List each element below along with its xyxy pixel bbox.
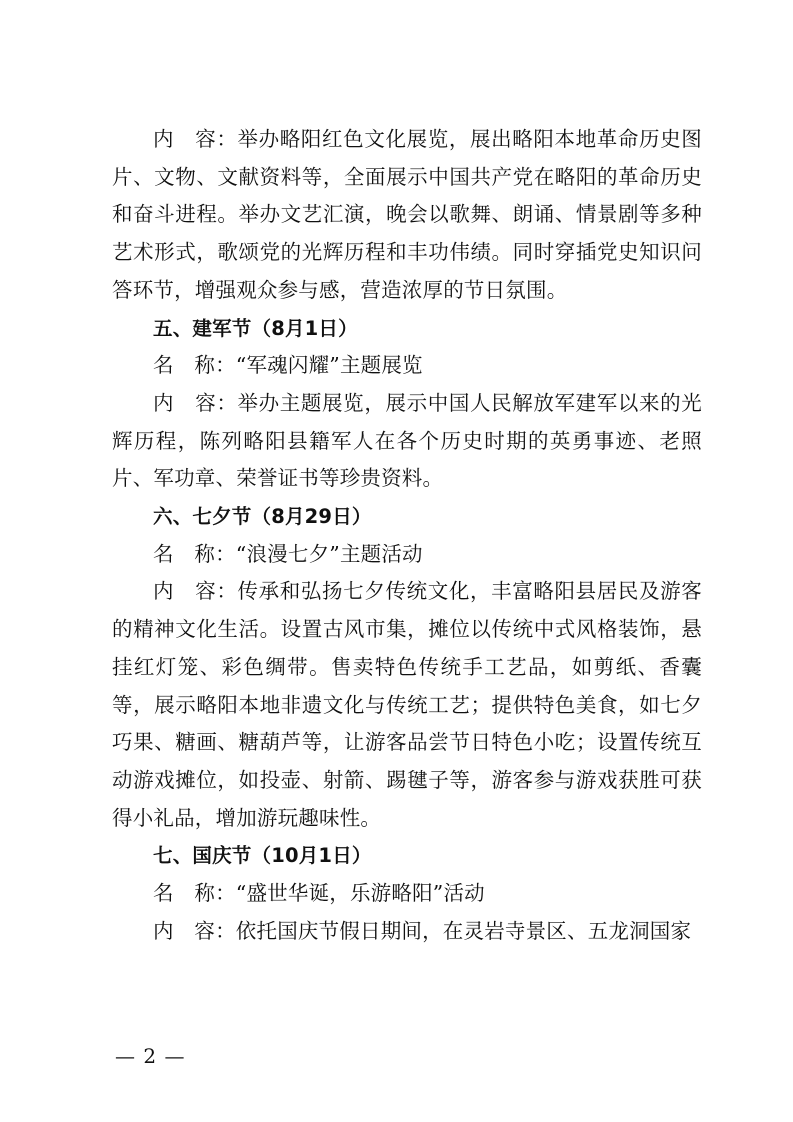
paragraph-content-red-culture: 内 容：举办略阳红色文化展览，展出略阳本地革命历史图片、文物、文献资料等，全面展示中国共产党在略阳的革命历史和奋斗进程。举办文艺汇演，晚会以歌舞、朗诵、情景剧等多种艺术形式，歌颂党的光辉历程和丰功伟绩。同时穿插党史知识问答环节，增强观众参与感，营造浓厚的节日氛围。 (112, 127, 702, 302)
section-heading-army-day: 五、建军节（8月1日） (153, 316, 358, 340)
document-body (112, 121, 702, 950)
paragraph-name-national-day: 名 称：“盛世华诞，乐游略阳”活动 (153, 881, 485, 906)
paragraph-content-national-day: 内 容：依托国庆节假日期间，在灵岩寺景区、五龙洞国家 (153, 918, 692, 943)
paragraph-content-army-day: 内 容：举办主题展览，展示中国人民解放军建军以来的光辉历程，陈列略阳县籍军人在各个历史时期的英勇事迹、老照片、军功章、荣誉证书等珍贵资料。 (112, 390, 702, 491)
paragraph-name-army-day: 名 称：“军魂闪耀”主题展览 (153, 353, 423, 378)
section-heading-national-day: 七、国庆节（10月1日） (153, 844, 372, 868)
paragraph-name-qixi: 名 称：“浪漫七夕”主题活动 (153, 541, 423, 566)
page-number: — 2 — (115, 1044, 186, 1068)
section-heading-qixi: 六、七夕节（8月29日） (153, 505, 372, 529)
paragraph-content-qixi: 内 容：传承和弘扬七夕传统文化，丰富略阳县居民及游客的精神文化生活。设置古风市集，摊位以传统中式风格装饰，悬挂红灯笼、彩色绸带。售卖特色传统手工艺品，如剪纸、香囊等，展示略阳本地非遗文化与传统工艺；提供特色美食，如七夕巧果、糖画、糖葫芦等，让游客品尝节日特色小吃；设置传统互动游戏摊位，如投壶、射箭、踢毽子等，游客参与游戏获胜可获得小礼品，增加游玩趣味性。 (112, 579, 702, 830)
